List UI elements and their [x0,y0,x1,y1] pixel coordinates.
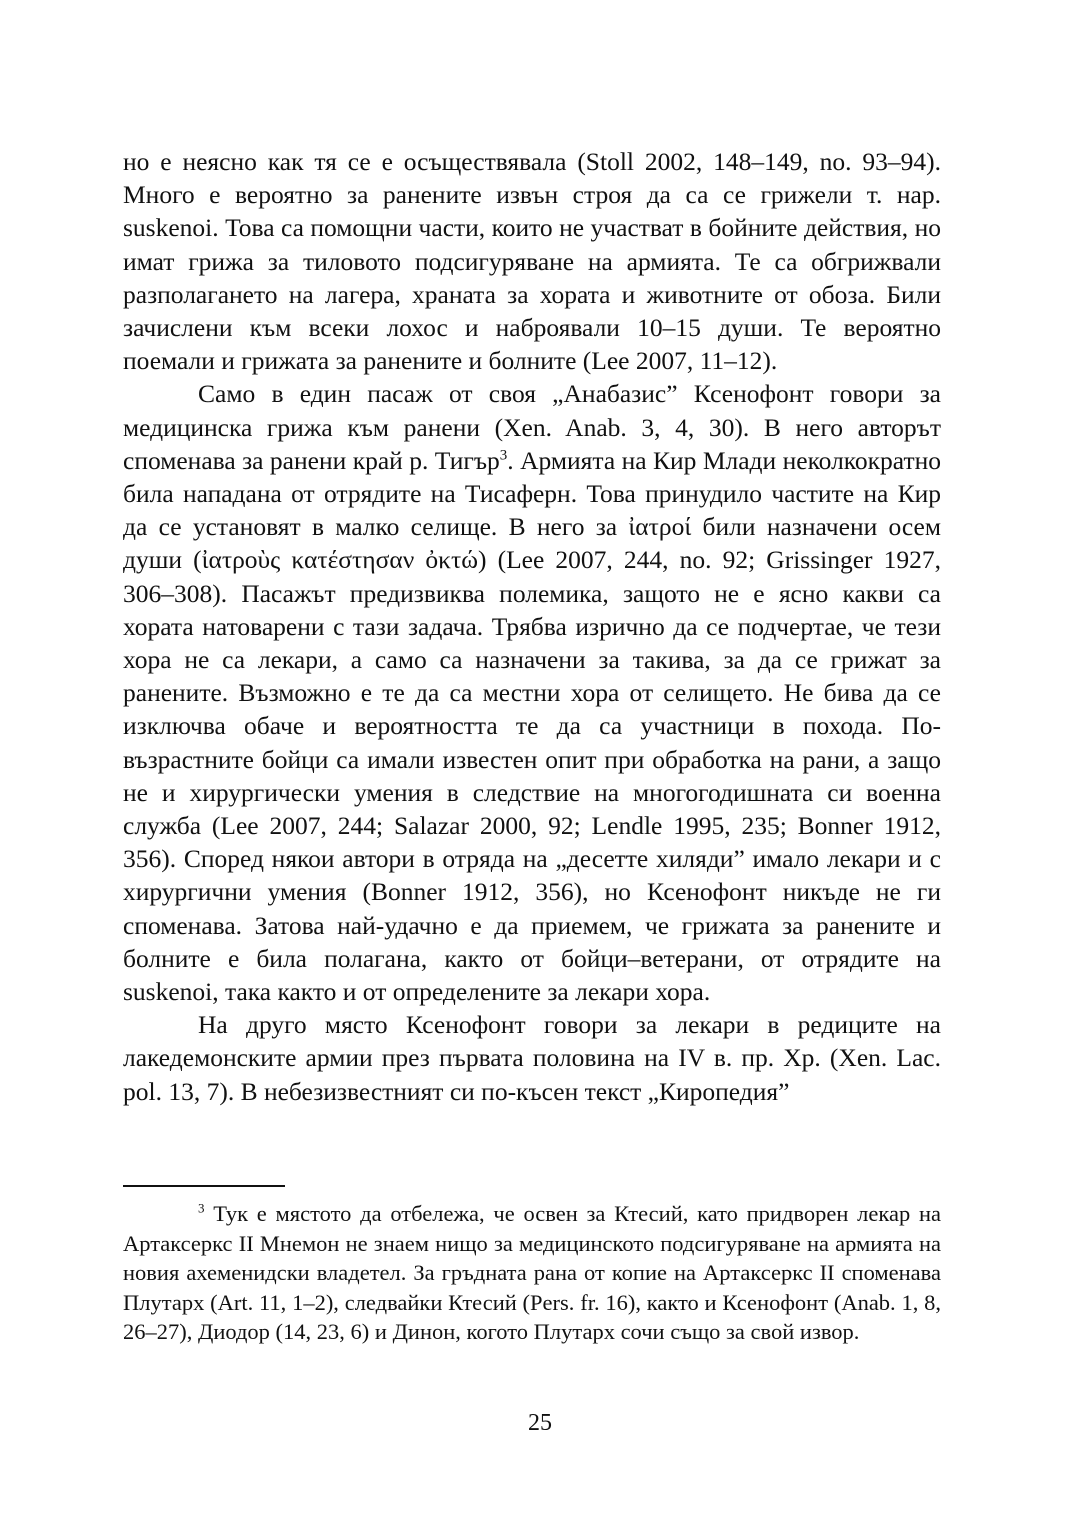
footnote-divider [123,1185,285,1187]
page-number: 25 [528,1410,552,1436]
paragraph-2-text-b: . Армията на Кир Млади неколкократно била нападана от отрядите на Тисаферн. Това принудило частите на Кир да се установят в малко селище. В него за ἰατροί били назначени осем души (ἰατροὺς κατέστησαν ὀκτώ) (Lee 2007, 244, no. 92; Grissinger 1927, 306–308). Пасажът предизвиква полемика, защото не е ясно какви са хората натоварени с тази задача. Трябва изрично да се подчертае, че тези хора не са лекари, а само са назначени за такива, за да се грижат за ранените. Възможно е те да са местни хора от селището. Не бива да се изключва обаче и вероятността те да са участници в похода. По-възрастните бойци са имали известен опит при обработка на рани, а защо не и хирургически умения в следствие на многогодишната си военна служба (Lee 2007, 244; Salazar 2000, 92; Lendle 1995, 235; Bonner 1912, 356). Според някои автори в отряда на „десетте хиляди” имало лекари и с хирургични умения (Bonner 1912, 356), но Ксенофонт никъде не ги споменава. Затова най-удачно е да приемем, че грижата за ранените и болните е била полагана, както от бойци–ветерани, от отрядите на suskenoi, така както и от определените за лекари хора. [123,445,941,1007]
footnote-marker: 3 [198,1200,205,1216]
paragraph-1 [123,145,941,377]
paragraph-3-text: На друго място Ксенофонт говори за лекари в редиците на лакедемонските армии през първата половина на IV в. пр. Хр. (Xen. Lac. pol. 13, 7). В небезизвестният си по-късен текст „Киропедия” [123,1010,941,1106]
footnote-text: Тук е мястото да отбележа, че освен за Ктесий, като придворен лекар на Артаксеркс II Мнемон не знаем нищо за медицинското подсигуряване на армията на новия ахеменидски владетел. За гръдната рана от копие на Артаксеркс II споменава Плутарх (Art. 11, 1–2), следвайки Ктесий (Pers. fr. 16), както и Ксенофонт (Anab. 1, 8, 26–27), Диодор (14, 23, 6) и Динон, когото Плутарх сочи също за свой извор. [123,1201,941,1344]
paragraph-1-text: но е неясно как тя се е осъществявала (Stoll 2002, 148–149, no. 93–94). Много е вероятно за ранените извън строя да са се грижели т. нар. suskenoi. Това са помощни части, които не участват в бойните действия, но имат грижа за тиловото подсигуряване на армията. Те са обгрижвали разполагането на лагера, храната за хората и животните от обоза. Били зачислени към всеки лохос и наброявали 10–15 души. Те вероятно поемали и грижата за ранените и болните (Lee 2007, 11–12). [123,147,941,376]
footnote [123,1199,941,1347]
paragraph-2-text-a: Само в един пасаж от своя „Анабазис” Ксенофонт говори за медицинска грижа към ранени (Xen. Anab. 3, 4, 30). В него авторът споменава за ранени край р. Тигър [123,379,941,475]
paragraph-3 [123,1008,941,1108]
paragraph-2 [123,377,941,1008]
footnote-reference[interactable]: 3 [499,447,508,464]
main-text [123,145,941,1108]
